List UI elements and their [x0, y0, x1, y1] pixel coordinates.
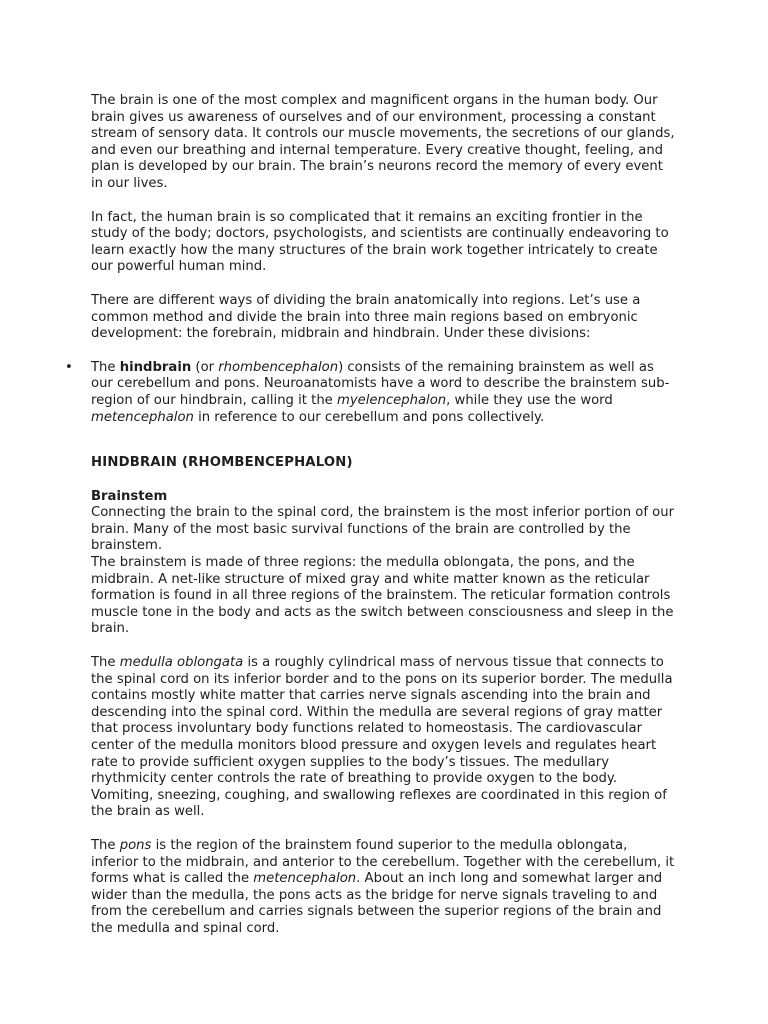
medulla-text: is a roughly cylindrical mass of nervous tissue that connects to the spinal cord on its inferior border and to the pons on its superior border. The medulla contains mostly white matter that carries nerve signals ascending into the brain and descending into the spinal cord. Within the medulla are several regions of gray matter that process involuntary body functions related to homeostasis. The cardiovascular center of the medulla monitors blood pressure and oxygen levels and regulates heart rate to provide sufficient oxygen supplies to the body’s tissues. The medullary rhythmicity center controls the rate of breathing to provide oxygen to the body. Vomiting, sneezing, coughing, and swallowing reflexes are coordinated in this region of the brain as well.	[91, 655, 673, 820]
bullet-text: (or	[191, 359, 219, 375]
brainstem-subheading: Brainstem	[91, 488, 168, 504]
intro-paragraph-1: The brain is one of the most complex and magnificent organs in the human body. Our brain gives us awareness of ourselves and of our environment, processing a constant stream of sensory data. It controls our muscle movements, the secretions of our glands, and even our breathing and internal temperature. Every creative thought, feeling, and plan is developed by our brain. The brain’s neurons record the memory of every event in our lives.	[91, 93, 675, 191]
intro-paragraph-3: There are different ways of dividing the brain anatomically into regions. Let’s use a common method and divide the brain into three main regions based on embryonic development: the forebrain, midbrain and hindbrain. Under these divisions:	[91, 292, 641, 342]
hindbrain-bullet-item	[65, 359, 678, 426]
pons-text: The	[91, 837, 120, 853]
pons-text: is the region of the brainstem found superior to the medulla oblongata, inferior to the midbrain, and anterior to the cerebellum. Together with the cerebellum, it forms what is called the	[91, 837, 675, 887]
bullet-text: ) consists of the remaining brainstem as well as our cerebellum and pons. Neuroanatomists have a word to describe the brainstem sub-region of our hindbrain, calling it the	[91, 359, 670, 408]
section-heading: HINDBRAIN (RHOMBENCEPHALON)	[91, 455, 353, 471]
bullet-text: , while they use the word	[446, 392, 613, 408]
brainstem-paragraph-2: The brainstem is made of three regions: the medulla oblongata, the pons, and the midbrain. A net-like structure of mixed gray and white matter known as the reticular formation is found in all three regions of the brainstem. The reticular formation controls muscle tone in the body and acts as the switch between consciousness and sleep in the brain.	[91, 555, 674, 637]
bullet-italic-term: myelencephalon	[336, 392, 447, 408]
brainstem-paragraph-1: Connecting the brain to the spinal cord, the brainstem is the most inferior portion of our brain. Many of the most basic survival functions of the brain are controlled by the brainstem.	[91, 505, 675, 554]
medulla-text: The	[91, 655, 120, 671]
pons-italic-term: metencephalon	[253, 871, 357, 887]
hindbrain-bullet-text	[91, 360, 678, 426]
medulla-paragraph	[91, 655, 678, 821]
bullet-italic-term: rhombencephalon	[218, 359, 339, 375]
pons-italic-term: pons	[119, 837, 152, 853]
intro-paragraph-2: In fact, the human brain is so complicated that it remains an exciting frontier in the study of the body; doctors, psychologists, and scientists are continually endeavoring to learn exactly how the many structures of the brain work together intricately to create our powerful human mind.	[91, 209, 669, 275]
bullet-italic-term: metencephalon	[91, 409, 194, 425]
pons-text: . About an inch long and somewhat larger and wider than the medulla, the pons acts as the bridge for nerve signals traveling to and from the cerebellum and carries signals between the superior regions of the brain and the medulla and spinal cord.	[91, 871, 663, 936]
pons-paragraph	[91, 838, 678, 938]
medulla-italic-term: medulla oblongata	[119, 655, 244, 671]
bullet-bold-term: hindbrain	[119, 359, 192, 375]
bullet-text: in reference to our cerebellum and pons collectively.	[193, 409, 545, 425]
bullet-text: The	[91, 359, 120, 375]
bullet-dot-icon: •	[65, 359, 73, 375]
